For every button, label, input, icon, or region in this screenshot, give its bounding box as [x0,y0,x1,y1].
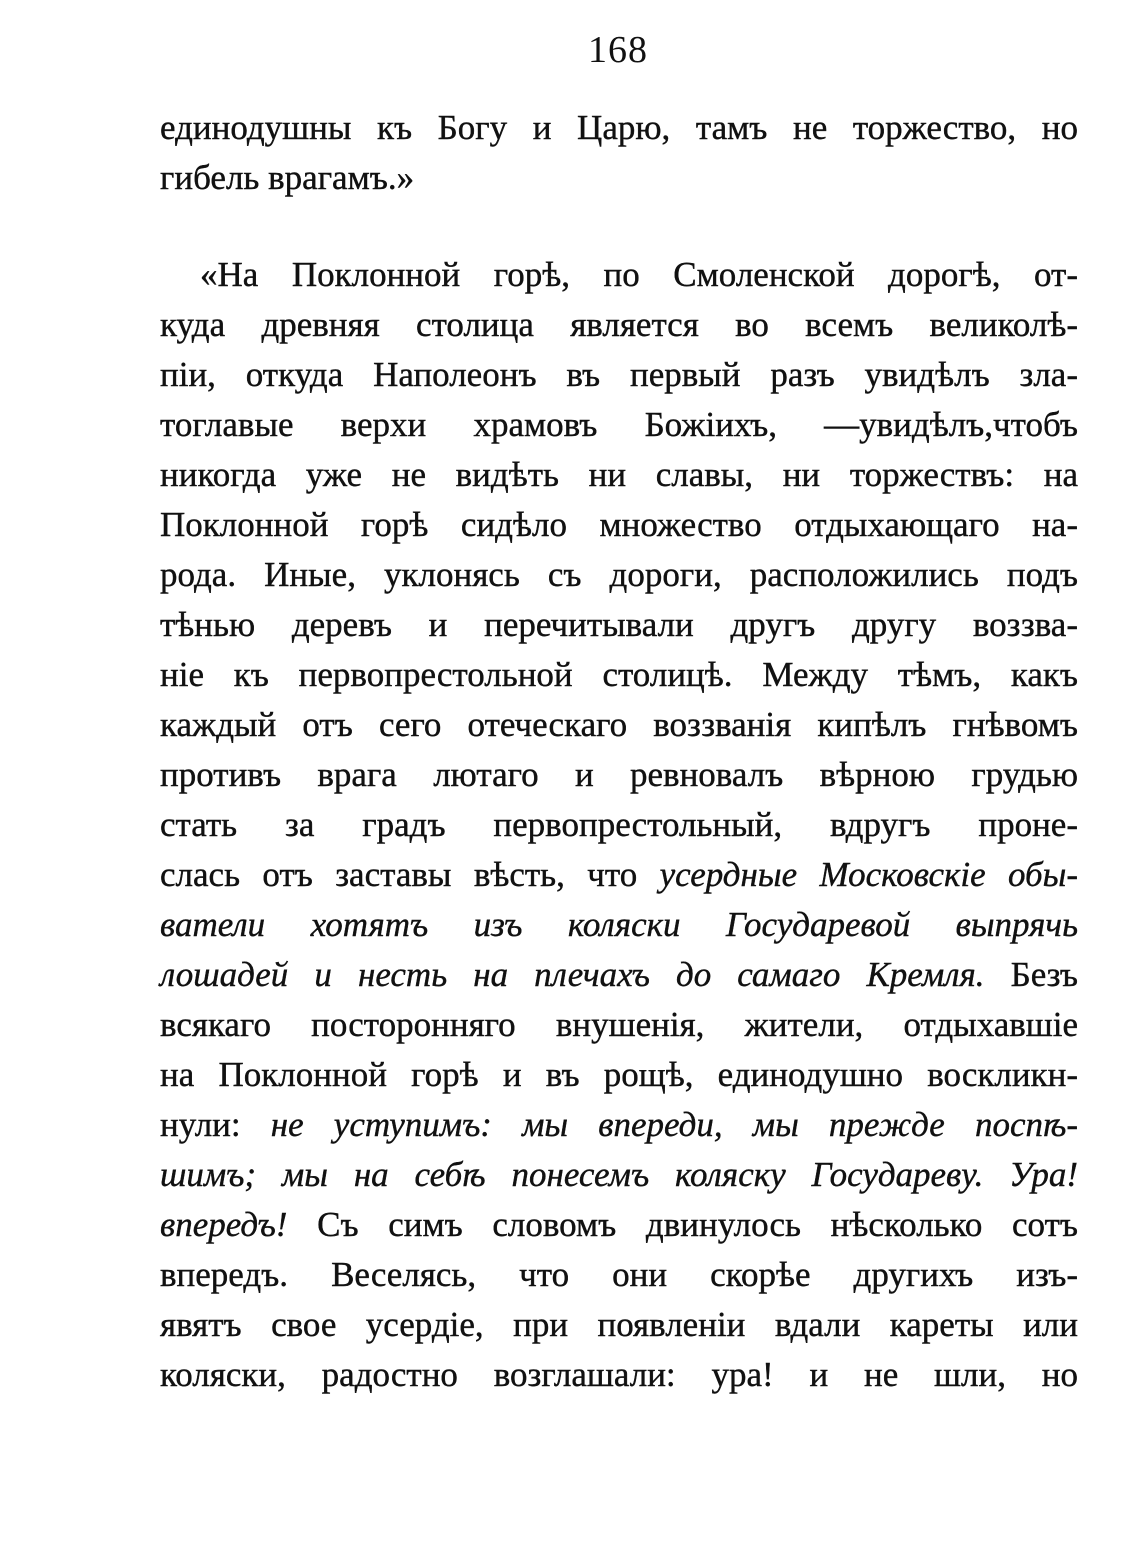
text-line-mixed [160,1200,1078,1250]
paragraph-continuation [160,103,1078,203]
paragraph-poklonnaya-gora [160,250,1078,1400]
text-line: піи, откуда Наполеонъ въ первый разъ увидѣлъ зла- [160,355,1078,394]
text-segment: слась отъ заставы вѣсть, что [160,855,660,894]
text-line: коляски, радостно возглашали: ура! и не шли, но [160,1355,1078,1394]
text-segment: нули: [160,1105,271,1144]
page-number: 168 [588,29,648,71]
text-line: куда древняя столица является во всемъ великолѣ- [160,305,1078,344]
text-line-mixed [160,850,1078,900]
text-line: впередъ. Веселясь, что они скорѣе другихъ изъ- [160,1255,1078,1294]
text-line: каждый отъ сего отеческаго воззванія кипѣлъ гнѣвомъ [160,705,1078,744]
italic-quote: лошадей и несть на плечахъ до самаго Кремля. [160,955,985,994]
text-line-mixed [160,950,1078,1000]
text-segment: Безъ [984,955,1078,994]
text-line: единодушны къ Богу и Царю, тамъ не торжество, но [160,108,1078,147]
text-line: всякаго посторонняго внушенія, жители, отдыхавшіе [160,1005,1078,1044]
italic-quote-line: шимъ; мы на себѣ понесемъ коляску Государеву. Ура! [160,1155,1078,1194]
text-line: Поклонной горѣ сидѣло множество отдыхающаго на- [160,505,1078,544]
text-line: ніе къ первопрестольной столицѣ. Между тѣмъ, какъ [160,655,1078,694]
text-line: тоглавые верхи храмовъ Божіихъ, —увидѣлъ,чтобъ [160,405,1078,444]
italic-quote-line: ватели хотятъ изъ коляски Государевой выпрячь [160,905,1078,944]
text-line-mixed [160,1100,1078,1150]
text-line: гибель врагамъ.» [160,158,415,197]
text-segment: Съ симъ словомъ двинулось нѣсколько сотъ [287,1205,1078,1244]
italic-quote: усердные Московскіе обы- [659,855,1078,894]
italic-quote: не уступимъ: мы впереди, мы прежде поспѣ- [270,1105,1078,1144]
text-line: «На Поклонной горѣ, по Смоленской дорогѣ, от- [200,255,1078,294]
text-line: рода. Иные, уклонясь съ дороги, расположились подъ [160,555,1078,594]
text-line: тѣнью деревъ и перечитывали другъ другу воззва- [160,605,1078,644]
text-line: на Поклонной горѣ и въ рощѣ, единодушно воскликн- [160,1055,1078,1094]
text-line: никогда уже не видѣть ни славы, ни торжествъ: на [160,455,1078,494]
text-line: стать за градъ первопрестольный, вдругъ проне- [160,805,1078,844]
text-line: противъ врага лютаго и ревновалъ вѣрною грудью [160,755,1078,794]
italic-quote: впередъ! [160,1205,288,1244]
text-line: явятъ свое усердіе, при появленіи вдали кареты или [160,1305,1078,1344]
